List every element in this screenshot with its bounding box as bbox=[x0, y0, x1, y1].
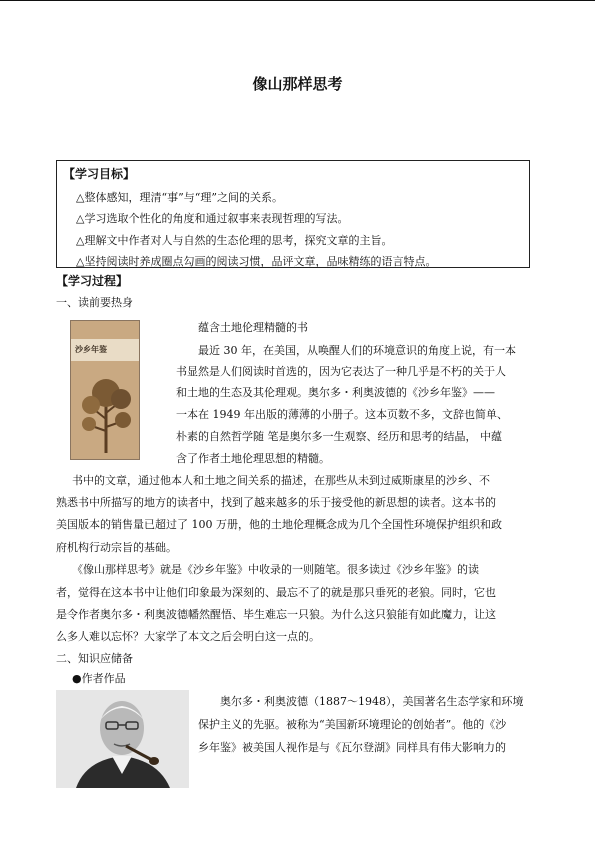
section-two-heading: 二、知识应储备 bbox=[56, 652, 133, 665]
tree-illustration-icon bbox=[77, 369, 135, 455]
goal-item: △学习选取个性化的角度和通过叙事来表现哲理的写法。 bbox=[76, 212, 349, 225]
paragraph-line: 是令作者奥尔多・利奥波德幡然醒悟、毕生难忘一只狼。为什么这只狼能有如此魔力，让这 bbox=[56, 608, 496, 621]
paragraph-line: 府机构行动宗旨的基础。 bbox=[56, 541, 177, 554]
portrait-illustration-icon bbox=[56, 690, 189, 788]
paragraph-line: 乡年鉴》被美国人视作是与《瓦尔登湖》同样具有伟大影响力的 bbox=[198, 741, 506, 754]
learning-goals-heading: 【学习目标】 bbox=[63, 167, 136, 181]
goal-item: △理解文中作者对人与自然的生态伦理的思考，探究文章的主旨。 bbox=[76, 234, 393, 247]
author-portrait-image bbox=[56, 690, 189, 788]
book-cover-image bbox=[70, 320, 140, 460]
paragraph-line: 么多人难以忘怀？大家学了本文之后会明白这一点的。 bbox=[56, 630, 320, 643]
paragraph-line: 《像山那样思考》就是《沙乡年鉴》中收录的一则随笔。很多读过《沙乡年鉴》的读 bbox=[72, 563, 479, 576]
paragraph-line: 者，觉得在这本书中让他们印象最为深刻的、最忘不了的就是那只垂死的老狼。同时，它也 bbox=[56, 586, 496, 599]
goal-item: △整体感知，理清“事”与“理”之间的关系。 bbox=[76, 191, 283, 204]
paragraph-line: 熟悉书中所描写的地方的读者中，找到了越来越多的乐于接受他的新思想的读者。这本书的 bbox=[56, 496, 496, 509]
paragraph-line: 和土地的生态及其伦理观。奥尔多・利奥波德的《沙乡年鉴》—— bbox=[176, 386, 495, 399]
goal-item: △坚持阅读时养成圈点勾画的阅读习惯，品评文章，品味精练的语言特点。 bbox=[76, 255, 437, 268]
learning-goals-box bbox=[56, 160, 530, 268]
paragraph-line: 书中的文章，通过他本人和土地之间关系的描述，在那些从未到过威斯康星的沙乡、不 bbox=[72, 474, 490, 487]
page-title: 像山那样思考 bbox=[252, 75, 343, 93]
paragraph-line: 朴素的自然哲学随 笔是奥尔多一生观察、经历和思考的结晶， 中蕴 bbox=[176, 430, 502, 443]
paragraph-line: 美国版本的销售量已超过了 100 万册，他的土地伦理概念成为几个全国性环境保护组织和政 bbox=[56, 518, 502, 531]
paragraph-line: 奥尔多・利奥波德（1887～1948），美国著名生态学家和环境 bbox=[220, 695, 524, 708]
section-one-heading: 一、读前要热身 bbox=[56, 296, 133, 309]
paragraph-line: 一本在 1949 年出版的薄薄的小册子。这本页数不多，文辞也简单、 bbox=[176, 408, 508, 421]
paragraph-line: 含了作者土地伦理思想的精髓。 bbox=[176, 452, 330, 465]
learning-process-heading: 【学习过程】 bbox=[56, 274, 129, 288]
paragraph-line: 最近 30 年，在美国，从唤醒人们的环境意识的角度上说，有一本 bbox=[198, 344, 516, 357]
book-cover-title: 沙乡年鉴 bbox=[75, 344, 107, 354]
page-top-rule bbox=[0, 0, 595, 1]
article-title: 蕴含土地伦理精髓的书 bbox=[198, 321, 308, 334]
author-works-bullet: ●作者作品 bbox=[72, 672, 126, 685]
paragraph-line: 书显然是人们阅读时首选的，因为它表达了一种几乎是不朽的关于人 bbox=[176, 365, 506, 378]
paragraph-line: 保护主义的先驱。被称为“美国新环境理论的创始者”。他的《沙 bbox=[198, 718, 507, 731]
